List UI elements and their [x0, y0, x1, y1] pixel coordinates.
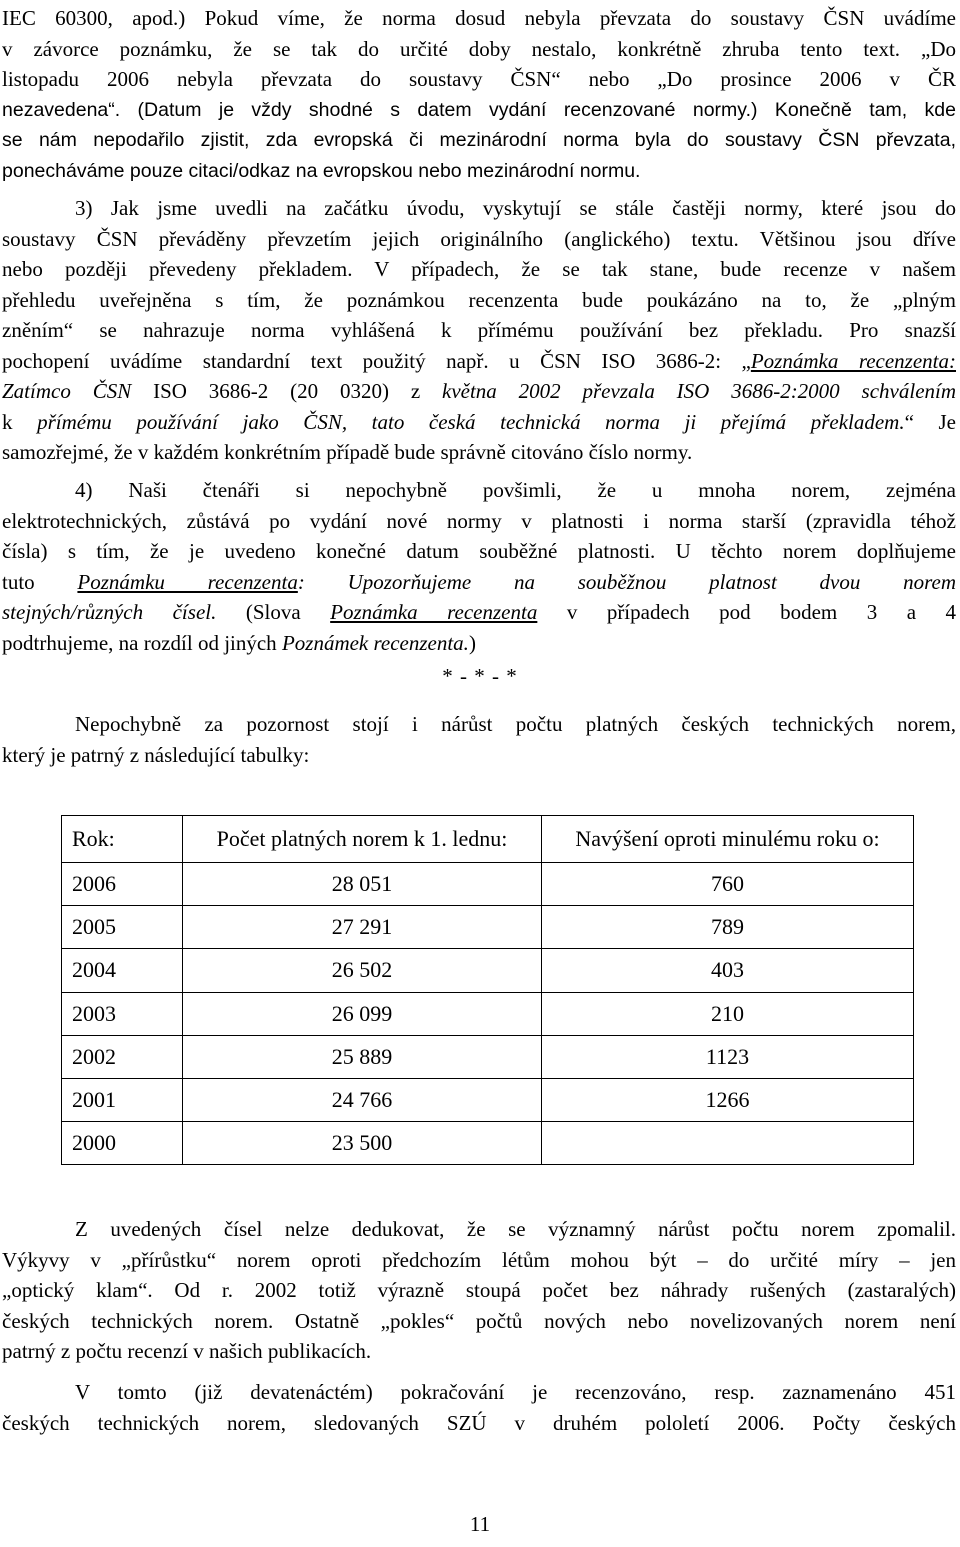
text-fragment: ISO 3686-2 (20 0320) z	[131, 379, 442, 403]
section-separator: * - * - *	[442, 664, 518, 688]
text-line: zněním“ se nahrazuje norma vyhlášená k přímému používání bez překladu. Pro snazší	[2, 318, 956, 342]
standards-count-table	[61, 815, 914, 1165]
text-line: patrný z počtu recenzí v našich publikacích.	[2, 1339, 372, 1363]
table-row	[62, 1078, 914, 1121]
cell-year: 2004	[62, 949, 183, 992]
cell-increase: 1123	[542, 1035, 914, 1078]
text-line	[2, 407, 956, 438]
reviewer-note-label: Poznámka recenzenta	[330, 600, 538, 624]
text-line: českých technických norem. Ostatně „pokles“ počtů nových nebo novelizovaných norem není	[2, 1308, 956, 1333]
text-line: 4) Naši čtenáři si nepochybně povšimli, že u mnoha norem, zejména	[75, 478, 956, 502]
text-line: se nám nepodařilo zjistit, zda evropská či mezinárodní norma byla do soustavy ČSN převzata,	[2, 129, 956, 151]
table-row	[62, 992, 914, 1035]
text-fragment: přímému používání jako ČSN, tato česká technická norma ji přejímá překladem.	[37, 409, 905, 434]
cell-count: 26 502	[183, 949, 542, 992]
cell-year: 2001	[62, 1078, 183, 1121]
text-line: který je patrný z následující tabulky:	[2, 742, 310, 767]
text-fragment: stejných/různých čísel.	[2, 600, 217, 624]
cell-year: 2006	[62, 863, 183, 906]
text-fragment: )	[468, 630, 476, 655]
cell-count: 26 099	[183, 992, 542, 1035]
text-line: elektrotechnických, zůstává po vydání nové normy v platnosti i norma starší (zpravidla téhož	[2, 508, 956, 533]
text-fragment: Poznámek recenzenta.	[281, 630, 469, 655]
column-header-year: Rok:	[62, 816, 183, 863]
cell-increase: 403	[542, 949, 914, 992]
text-fragment: k	[2, 409, 38, 434]
text-line: v závorce poznámku, že se tak do určité doby nestalo, konkrétně zhruba tento text. „Do	[2, 36, 956, 61]
paragraph-review-summary	[2, 1377, 956, 1438]
paragraph-intro-continuation	[2, 3, 956, 186]
text-line: nezavedena“. (Datum je vždy shodné s datem vydání recenzované normy.) Konečně tam, kde	[2, 98, 956, 121]
paragraph-table-intro	[2, 709, 956, 770]
reviewer-note-label: Poznámka recenzenta:	[750, 348, 956, 373]
text-line: přehledu uveřejněna s tím, že poznámkou recenzenta bude poukázáno na to, že „plným	[2, 287, 956, 312]
paragraph-table-commentary	[2, 1214, 956, 1367]
table-row	[62, 906, 914, 949]
text-line: 3) Jak jsme uvedli na začátku úvodu, vyskytují se stále častěji normy, které jsou do	[75, 196, 956, 220]
text-line: ponecháváme pouze citaci/odkaz na evropskou nebo mezinárodní normu.	[2, 159, 641, 182]
cell-count: 23 500	[183, 1122, 542, 1165]
paragraph-point-4	[2, 475, 956, 658]
cell-count: 24 766	[183, 1078, 542, 1121]
table-row	[62, 1035, 914, 1078]
text-line: listopadu 2006 nebyla převzata do soustavy ČSN“ nebo „Do prosince 2006 v ČR	[2, 67, 956, 91]
cell-year: 2002	[62, 1035, 183, 1078]
column-header-count: Počet platných norem k 1. lednu:	[183, 816, 542, 863]
cell-year: 2005	[62, 906, 183, 949]
reviewer-note-label: Poznámku recenzenta	[77, 569, 298, 594]
table-row	[62, 1122, 914, 1165]
text-line	[2, 597, 956, 628]
cell-count: 27 291	[183, 906, 542, 949]
text-fragment: (Slova	[216, 600, 331, 624]
table-header-row	[62, 816, 914, 863]
text-line: „optický klam“. Od r. 2002 totiž výrazně stoupá počet bez náhrady rušených (zastaralých)	[2, 1278, 956, 1302]
text-line: čísla) s tím, že je uvedeno konečné datum souběžné platnosti. U těchto norem doplňujeme	[2, 539, 956, 563]
text-line: českých technických norem, sledovaných SZÚ v druhém pololetí 2006. Počty českých	[2, 1410, 956, 1435]
text-line: Z uvedených čísel nelze dedukovat, že se významný nárůst počtu norem zpomalil.	[75, 1217, 956, 1241]
paragraph-point-3	[2, 193, 956, 468]
text-line	[2, 628, 956, 659]
text-line: Výkyvy v „přírůstku“ norem oproti předchozím létům mohou být – do určité míry – jen	[2, 1247, 956, 1272]
text-line	[2, 346, 956, 377]
column-header-increase: Navýšení oproti minulému roku o:	[542, 816, 914, 863]
text-fragment: podtrhujeme, na rozdíl od jiných	[2, 630, 282, 655]
text-fragment: pochopení uvádíme standardní text použitý např. u ČSN ISO 3686-2: „	[2, 348, 751, 373]
text-fragment: : Upozorňujeme na souběžnou platnost dvou norem	[297, 569, 956, 594]
cell-year: 2003	[62, 992, 183, 1035]
text-fragment: Zatímco ČSN	[2, 379, 132, 403]
cell-year: 2000	[62, 1122, 183, 1165]
text-line: IEC 60300, apod.) Pokud víme, že norma dosud nebyla převzata do soustavy ČSN uvádíme	[2, 6, 956, 30]
text-line: samozřejmé, že v každém konkrétním případě bude správně citováno číslo normy.	[2, 440, 693, 464]
cell-increase: 210	[542, 992, 914, 1035]
text-line: nebo později převedeny překladem. V případech, že se tak stane, bude recenze v našem	[2, 257, 956, 281]
cell-increase: 1266	[542, 1078, 914, 1121]
text-fragment: v případech pod bodem 3 a 4	[537, 600, 956, 624]
text-line	[2, 376, 956, 407]
cell-increase: 760	[542, 863, 914, 906]
text-fragment: tuto	[2, 569, 78, 594]
text-line: Nepochybně za pozornost stojí i nárůst počtu platných českých technických norem,	[75, 712, 956, 736]
cell-count: 25 889	[183, 1035, 542, 1078]
text-line: V tomto (již devatenáctém) pokračování je recenzováno, resp. zaznamenáno 451	[75, 1380, 956, 1404]
table-row	[62, 863, 914, 906]
text-fragment: května 2002 převzala ISO 3686-2:2000 schválením	[442, 379, 956, 403]
cell-increase: 789	[542, 906, 914, 949]
cell-count: 28 051	[183, 863, 542, 906]
page-number: 11	[469, 1512, 491, 1536]
table-row	[62, 949, 914, 992]
text-line	[2, 567, 956, 598]
cell-increase	[542, 1122, 914, 1165]
text-fragment: “ Je	[904, 409, 956, 434]
text-line: soustavy ČSN převáděny převzetím jejich originálního (anglického) textu. Většinou jsou dříve	[2, 226, 956, 251]
